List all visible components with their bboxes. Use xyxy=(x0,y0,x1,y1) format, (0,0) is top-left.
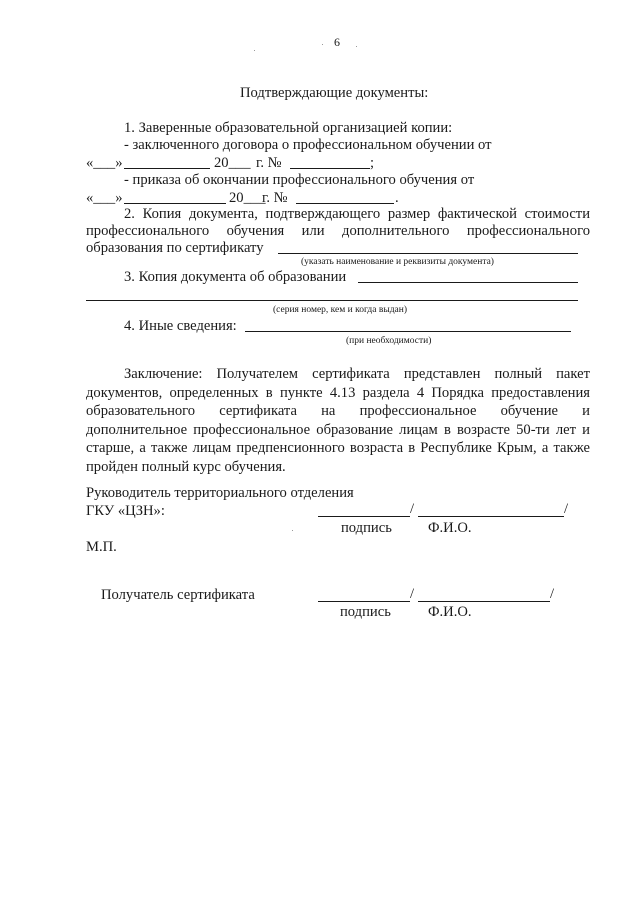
contract-date-open: «___» xyxy=(86,155,123,171)
contract-year: 20___ xyxy=(214,155,251,171)
item-2-hint: (указать наименование и реквизиты документа) xyxy=(301,257,494,267)
item-1-contract: - заключенного договора о профессиональном обучении от xyxy=(124,137,492,153)
contract-date-line xyxy=(124,168,210,169)
item-2-line-3: образования по сертификату xyxy=(86,240,264,256)
item-2-line xyxy=(278,253,578,254)
item-1-order: - приказа об окончании профессионального обучения от xyxy=(124,172,475,188)
recipient-fio-line xyxy=(418,601,550,602)
item-3-line-b xyxy=(86,300,578,301)
recipient-fio-label: Ф.И.О. xyxy=(428,604,472,620)
item-3-title: 3. Копия документа об образовании xyxy=(124,269,347,285)
section-heading: Подтверждающие документы: xyxy=(240,85,429,101)
scan-speck xyxy=(292,530,293,531)
order-year: 20___ xyxy=(229,190,266,206)
order-date-open: «___» xyxy=(86,190,123,206)
head-title-line-1: Руководитель территориального отделения xyxy=(86,485,354,501)
item-1-title: 1. Заверенные образовательной организацией копии: xyxy=(124,120,453,136)
conclusion-paragraph xyxy=(86,365,590,476)
item-2-line-2: профессионального обучения или дополнительного профессионального xyxy=(86,223,590,239)
scan-speck xyxy=(254,50,255,51)
stamp-place: М.П. xyxy=(86,539,117,555)
recipient-signature-line xyxy=(318,601,410,602)
order-number-line xyxy=(296,203,394,204)
item-2-line-1: 2. Копия документа, подтверждающего размер фактической стоимости xyxy=(124,206,590,222)
scan-speck xyxy=(356,46,357,47)
order-date-line xyxy=(124,203,226,204)
head-slash-2: / xyxy=(564,501,569,517)
order-end: . xyxy=(395,190,399,206)
item-4-line xyxy=(245,331,571,332)
head-signature-line xyxy=(318,516,410,517)
recipient-signature-label: подпись xyxy=(340,604,391,620)
head-slash-1: / xyxy=(410,501,415,517)
contract-number-label: г. № xyxy=(256,155,282,171)
conclusion-text: Заключение: Получателем сертификата представлен полный пакет документов, определенных в пункте 4.13 раздела 4 Порядка предоставления образовательного сертификата на профессиональное обучение и дополнительное профессиональное образование лицам в возрасте 50-ти лет и старше, а также лицам предпенсионного возраста в Республике Крым, а также пройден полный курс обучения. xyxy=(86,366,590,475)
item-4-hint: (при необходимости) xyxy=(346,336,432,346)
head-fio-line xyxy=(418,516,564,517)
page-number: 6 xyxy=(334,35,340,49)
contract-number-line xyxy=(290,168,370,169)
head-title-line-2: ГКУ «ЦЗН»: xyxy=(86,503,165,519)
contract-end: ; xyxy=(370,155,375,171)
item-4-title: 4. Иные сведения: xyxy=(124,318,237,334)
recipient-slash-1: / xyxy=(410,586,415,602)
recipient-label: Получатель сертификата xyxy=(101,587,255,603)
recipient-slash-2: / xyxy=(550,586,555,602)
head-signature-label: подпись xyxy=(341,520,392,536)
head-fio-label: Ф.И.О. xyxy=(428,520,472,536)
order-number-label: г. № xyxy=(262,190,288,206)
item-3-hint: (серия номер, кем и когда выдан) xyxy=(273,305,408,315)
scan-speck xyxy=(322,44,323,45)
item-3-line-a xyxy=(358,282,578,283)
